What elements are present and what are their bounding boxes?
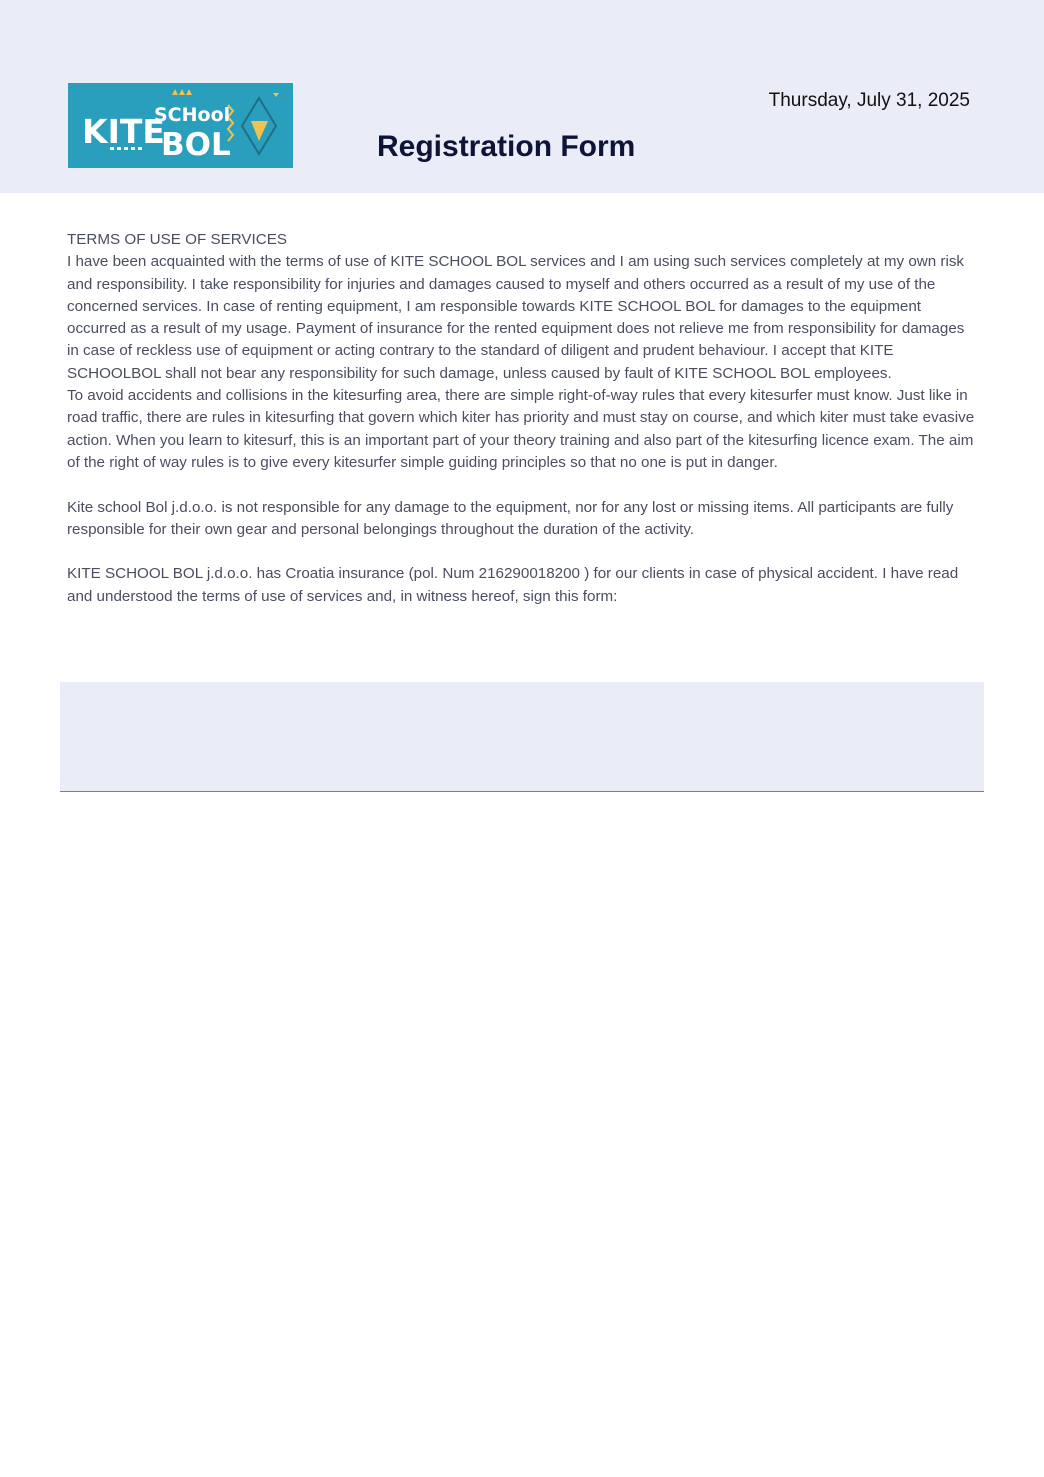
terms-paragraph-insurance: KITE SCHOOL BOL j.d.o.o. has Croatia insurance (pol. Num 216290018200 ) for our clients in case of physical accident. I have read and understood the terms of use of services and, in witness hereof, sign this form:	[67, 565, 959, 605]
logo-text-school: SCHool	[154, 104, 231, 126]
logo-text-bol: BOL	[161, 127, 231, 163]
terms-heading: TERMS OF USE OF SERVICES	[67, 231, 287, 248]
kite-school-bol-logo	[68, 83, 293, 168]
signature-pad[interactable]	[60, 682, 984, 792]
form-date: Thursday, July 31, 2025	[768, 90, 970, 111]
terms-paragraph-right-of-way: To avoid accidents and collisions in the kitesurfing area, there are simple right-of-way rules that every kitesurfer must know. Just like in road traffic, there are rules in kitesurfing that govern which kiter has priority and must stay on course, and which kiter must take evasive action. When you learn to kitesurf, this is an important part of your theory training and also part of the kitesurfing licence exam. The aim of the right of way rules is to give every kitesurfer simple guiding principles so that no one is put in danger.	[67, 387, 975, 471]
page-header	[0, 0, 1044, 193]
logo-text-kite: KITE	[82, 112, 165, 151]
terms-paragraph-equipment: Kite school Bol j.d.o.o. is not responsible for any damage to the equipment, nor for any lost or missing items. All participants are fully responsible for their own gear and personal belongings throughout the duration of the activity.	[67, 498, 954, 538]
page-title: Registration Form	[377, 130, 636, 163]
terms-paragraph-liability: I have been acquainted with the terms of use of KITE SCHOOL BOL services and I am using such services completely at my own risk and responsibility. I take responsibility for injuries and damages caused to myself and others occurred as a result of my use of the concerned services. In case of renting equipment, I am responsible towards KITE SCHOOL BOL for damages to the equipment occurred as a result of my usage. Payment of insurance for the rented equipment does not relieve me from responsibility for damages in case of reckless use of equipment or acting contrary to the standard of diligent and prudent behaviour. I accept that KITE SCHOOLBOL shall not bear any responsibility for such damage, unless caused by fault of KITE SCHOOL BOL employees.	[67, 253, 965, 382]
terms-of-use-section	[67, 229, 979, 608]
